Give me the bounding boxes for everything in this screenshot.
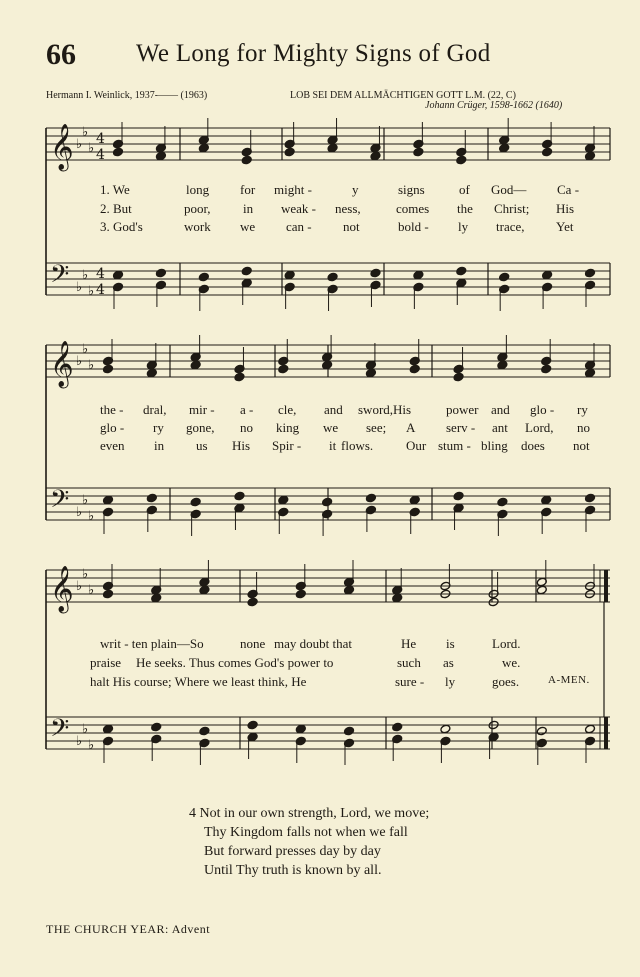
notehead [541,495,552,505]
lyric: Our [406,438,427,453]
treble-clef: 𝄞 [50,566,74,612]
lyric: His [232,438,251,453]
flat-sign: ♭ [76,354,83,369]
lyric: ant [492,420,508,435]
notehead [542,147,553,157]
lyric: does [521,438,545,453]
notehead [190,360,201,370]
lyric: ly [458,219,469,234]
lyric: the - [100,402,124,417]
lyric: 1. We [100,182,130,197]
notehead [585,368,596,378]
notehead [247,597,258,607]
flat-sign: ♭ [76,505,83,520]
lyric: in [243,201,254,216]
notehead [247,720,258,730]
notehead [113,147,124,157]
lyric: goes. [492,674,520,689]
lyric: as [443,655,454,670]
lyric: y [352,182,359,197]
lyric: Lord. [492,636,521,651]
lyric: can - [286,219,312,234]
flat-sign: ♭ [82,268,89,283]
lyric: none [240,636,266,651]
flat-sign: ♭ [88,284,95,299]
lyric: may doubt that [274,636,352,651]
notehead [103,589,114,599]
lyric: bold - [398,219,429,234]
verse4-line: 4 Not in our own strength, Lord, we move; [189,806,430,821]
notehead [409,364,420,374]
lyric: such [397,655,421,670]
flat-sign: ♭ [76,137,83,152]
lyric: is [446,636,455,651]
notehead [199,585,210,595]
notehead [585,724,596,734]
notehead [327,272,338,282]
lyric: glo - [530,402,555,417]
lyric: bling [481,438,508,453]
notehead [322,360,333,370]
time-signature: 4 [96,131,105,147]
time-signature: 4 [96,266,105,282]
lyric: power [446,402,479,417]
lyric: God— [491,182,527,197]
treble-clef: 𝄞 [50,341,74,387]
notehead [542,270,553,280]
lyric: praise [90,655,122,670]
lyric: ry [153,420,164,435]
notehead [103,364,114,374]
flat-sign: ♭ [82,493,89,508]
flat-sign: ♭ [88,358,95,373]
lyric: for [240,182,256,197]
hymn-title: We Long for Mighty Signs of God [136,40,491,67]
lyric: glo - [100,420,125,435]
flat-sign: ♭ [82,722,89,737]
notehead [453,372,464,382]
lyric: a - [240,402,254,417]
notehead [151,722,162,732]
lyric: work [184,219,211,234]
lyric: 2. But [100,201,132,216]
lyric: flows. [341,438,374,453]
lyric: writ - ten plain—So [100,636,204,651]
notehead [103,724,114,734]
notehead [322,497,333,507]
lyric: A [406,420,416,435]
lyric: in [154,438,165,453]
flat-sign: ♭ [88,583,95,598]
lyric: no [240,420,253,435]
lyric: not [343,219,360,234]
notehead [392,722,403,732]
lyric: ry [577,402,588,417]
verse4-line: Until Thy truth is known by all. [204,863,382,878]
notehead [370,268,381,278]
notehead [146,368,157,378]
flat-sign: ♭ [76,579,83,594]
notehead [190,497,201,507]
lyric: the [457,201,473,216]
flat-sign: ♭ [76,280,83,295]
lyric: of [459,182,470,197]
notehead [295,724,306,734]
flat-sign: ♭ [88,141,95,156]
notehead [344,585,355,595]
notehead [234,372,245,382]
treble-clef: 𝄞 [50,124,74,170]
credit-words: Hermann I. Weinlick, 1937-—— (1963) [46,90,208,101]
notehead [536,726,547,736]
lyric: we. [502,655,521,670]
credit-composer: Johann Crüger, 1598-1662 (1640) [425,100,563,111]
lyric: ly [445,674,456,689]
notehead [413,270,424,280]
notehead [536,585,547,595]
lyric: 3. God's [100,219,143,234]
notehead [103,495,114,505]
lyric: king [276,420,300,435]
notehead [585,151,596,161]
notehead [146,493,157,503]
notehead [155,151,166,161]
lyric: ness, [335,201,361,216]
notehead [278,364,289,374]
lyric: weak - [281,201,317,216]
lyric: stum - [438,438,471,453]
notehead [392,593,403,603]
notehead [497,497,508,507]
notehead [278,495,289,505]
notehead [241,155,252,165]
bass-clef: 𝄢 [50,714,70,749]
verse4-line: Thy Kingdom falls not when we fall [204,825,408,840]
flat-sign: ♭ [82,342,89,357]
hymn-number: 66 [46,38,76,71]
notehead [241,266,252,276]
lyric: Yet [556,219,574,234]
lyric: cle, [278,402,297,417]
notehead [234,491,245,501]
notehead [456,266,467,276]
notehead [440,724,451,734]
verse4-line: But forward presses day by day [204,844,381,859]
notehead [284,147,295,157]
lyric: Spir - [272,438,302,453]
lyric: halt His course; Where we least think, He [90,674,307,689]
notehead [456,155,467,165]
lyric: no [577,420,590,435]
lyric: signs [398,182,425,197]
lyric: might - [274,182,312,197]
lyric: gone, [186,420,215,435]
flat-sign: ♭ [88,509,95,524]
flat-sign: ♭ [82,125,89,140]
amen-label: A-MEN. [548,674,590,686]
lyric: trace, [496,219,525,234]
notehead [344,726,355,736]
flat-sign: ♭ [88,738,95,753]
notehead [284,270,295,280]
notehead [541,364,552,374]
credit-tune: LOB SEI DEM ALLMÄCHTIGEN GOTT L.M. (22, C) [290,90,516,101]
notehead [497,360,508,370]
lyric: sword,His [358,402,412,417]
flat-sign: ♭ [82,567,89,582]
lyric: poor, [184,201,211,216]
lyric: see; [366,420,387,435]
notehead [413,147,424,157]
lyric: sure - [395,674,425,689]
lyric: Ca - [557,182,580,197]
lyric: long [186,182,210,197]
lyric: we [323,420,339,435]
notehead [585,268,596,278]
lyric: mir - [189,402,215,417]
bass-clef: 𝄢 [50,485,70,520]
lyric: Lord, [525,420,554,435]
notehead [199,726,210,736]
notehead [155,268,166,278]
notehead [453,491,464,501]
lyric: He seeks. Thus comes God's power to [136,655,334,670]
lyric: us [196,438,208,453]
lyric: Christ; [494,201,530,216]
notehead [585,493,596,503]
lyric: dral, [143,402,167,417]
notehead [113,270,124,280]
notehead [499,143,510,153]
final-barline [604,717,608,749]
lyric: His [556,201,575,216]
lyric: and [324,402,343,417]
lyric: it [329,438,337,453]
notehead [151,593,162,603]
lyric: even [100,438,125,453]
lyric: and [491,402,510,417]
notehead [327,143,338,153]
lyric: we [240,219,256,234]
flat-sign: ♭ [76,734,83,749]
notehead [409,495,420,505]
final-barline [604,570,608,602]
notehead [365,493,376,503]
notehead [499,272,510,282]
bass-clef: 𝄢 [50,260,70,295]
lyric: He [401,636,417,651]
notehead [370,151,381,161]
notehead [295,589,306,599]
lyric: comes [396,201,430,216]
time-signature: 4 [96,282,105,298]
footer-category: THE CHURCH YEAR: Advent [46,922,211,936]
time-signature: 4 [96,147,105,163]
notehead [198,272,209,282]
lyric: not [573,438,590,453]
notehead [365,368,376,378]
lyric: serv - [446,420,476,435]
notehead [198,143,209,153]
